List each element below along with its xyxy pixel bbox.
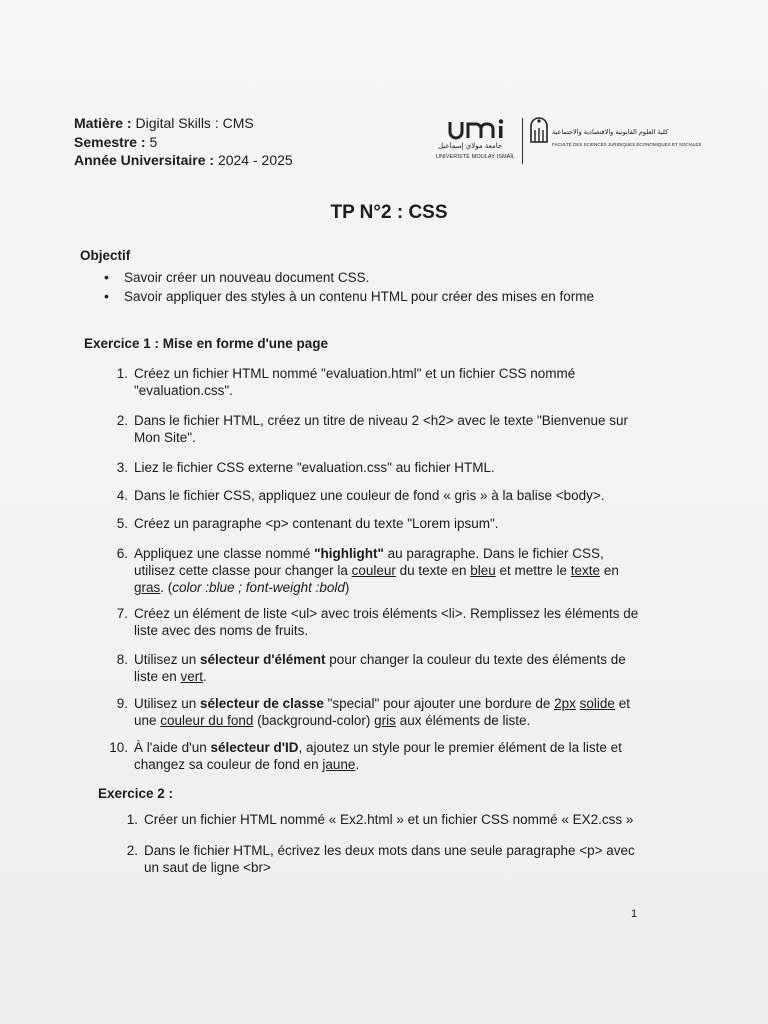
item-text (134, 545, 644, 596)
faculty-logo: كلية العلوم القانونية والاقتصادية والاجتماعية FACULTÉ DES SCIENCES JURIDIQUES ÉCONOMIQUES ET SOCIALES (528, 116, 668, 166)
exercice2-item-1 (114, 811, 644, 828)
objectif-list (104, 268, 594, 306)
exercice1-item-1 (104, 365, 644, 399)
page-number: 1 (631, 908, 638, 920)
item-number: 1. (126, 812, 138, 827)
item-text (134, 651, 644, 685)
exercice1-item-9 (104, 695, 644, 729)
objectif-heading: Objectif (80, 248, 131, 263)
text-segment: ) (344, 580, 350, 595)
umi-logo: جامعة مولاي إسماعيل UNIVERSITÉ MOULAY ISMAÏL (436, 118, 520, 166)
item-number: 3. (116, 460, 128, 475)
text-segment: . (355, 757, 360, 772)
text-segment: Utilisez un (134, 652, 201, 667)
exercice1-item-4 (104, 487, 644, 504)
matiere-row: Matière : Digital Skills : CMS (74, 115, 254, 131)
text-segment: 2px (554, 696, 576, 711)
text-segment: couleur (351, 563, 396, 578)
text-segment: Créez un élément de liste <ul> avec trois éléments <li>. Remplissez les éléments de liste avec des noms de fruits. (134, 606, 639, 638)
text-segment: . (203, 669, 207, 684)
item-text (144, 811, 644, 828)
text-segment: gras (134, 580, 161, 595)
exercice1-item-10 (104, 739, 644, 773)
item-number: 2. (116, 413, 128, 428)
text-segment: , ajoutez un style pour le premier élément de la liste et changez sa couleur de fond en (134, 740, 622, 772)
exercice2-item-2 (114, 842, 644, 876)
text-segment: "special" pour ajouter une bordure de (323, 696, 555, 711)
text-segment: Dans le fichier HTML, écrivez les deux mots dans une seule paragraphe <p> avec un saut de ligne <br> (144, 843, 635, 875)
text-segment: bleu (470, 563, 496, 578)
exercice1-item-2 (104, 412, 644, 446)
exercice1-item-7 (104, 605, 644, 639)
item-text (134, 459, 644, 476)
text-segment: et une (134, 696, 630, 728)
text-segment: Créez un fichier HTML nommé "evaluation.html" et un fichier CSS nommé "evaluation.css". (134, 366, 576, 398)
objectif-item: • Savoir créer un nouveau document CSS. (104, 269, 370, 285)
exercice1-heading: Exercice 1 : Mise en forme d'une page (84, 336, 329, 351)
exercice1-item-8 (104, 651, 644, 685)
exercice2-heading: Exercice 2 : (98, 786, 174, 801)
item-text (134, 515, 644, 532)
page-title: TP N°2 : CSS (330, 202, 448, 223)
umi-logo-icon (448, 118, 510, 140)
exercice1-item-5 (104, 515, 644, 532)
course-info (74, 114, 293, 170)
item-text (144, 842, 644, 876)
item-number: 5. (116, 516, 128, 531)
text-segment: gris (374, 713, 396, 728)
text-segment: Créez un paragraphe <p> contenant du texte "Lorem ipsum". (134, 516, 499, 531)
item-text (134, 695, 644, 729)
item-number: 4. (116, 488, 128, 503)
text-segment: au paragraphe. Dans le fichier CSS, utilisez cette classe pour changer la (134, 546, 604, 578)
text-segment: jaune (322, 757, 356, 772)
text-segment: pour changer la couleur du texte des éléments de liste en (134, 652, 626, 684)
text-segment: Appliquez une classe nommé (134, 546, 315, 561)
item-number: 1. (116, 366, 128, 381)
item-number: 6. (116, 546, 128, 561)
text-segment: couleur du fond (160, 713, 254, 728)
item-number: 10. (109, 740, 128, 755)
item-text (134, 487, 644, 504)
item-number: 8. (116, 652, 128, 667)
logo-divider (522, 118, 523, 164)
text-segment: du texte en (395, 563, 471, 578)
semestre-row: Semestre : 5 (74, 133, 158, 150)
text-segment: texte (570, 563, 601, 578)
objectif-item: • Savoir appliquer des styles à un contenu HTML pour créer des mises en forme (104, 288, 594, 304)
text-segment: aux éléments de liste. (395, 713, 531, 728)
item-number: 9. (116, 696, 128, 711)
exercice1-item-6 (104, 545, 644, 596)
text-segment: À l'aide d'un (134, 740, 211, 755)
text-segment: (background-color) (253, 713, 375, 728)
text-segment: Utilisez un (134, 696, 201, 711)
text-segment: sélecteur de classe (200, 696, 324, 711)
text-segment: sélecteur d'élément (200, 652, 326, 667)
text-segment: Dans le fichier CSS, appliquez une couleur de fond « gris » à la balise <body>. (134, 488, 605, 503)
text-segment: vert (180, 669, 204, 684)
item-text (134, 739, 644, 773)
text-segment: sélecteur d'ID (210, 740, 299, 755)
item-text (134, 412, 644, 446)
text-segment: color :blue ; font-weight :bold (172, 580, 345, 595)
item-number: 2. (126, 843, 138, 858)
text-segment: et mettre le (495, 563, 571, 578)
text-segment: Créer un fichier HTML nommé « Ex2.html » et un fichier CSS nommé « EX2.css » (144, 812, 634, 827)
exercice1-item-3 (104, 459, 644, 476)
text-segment: Dans le fichier HTML, créez un titre de niveau 2 <h2> avec le texte "Bienvenue sur Mon Site". (134, 413, 629, 445)
annee-row: Année Universitaire : 2024 - 2025 (74, 152, 293, 168)
faculty-emblem-icon (528, 116, 550, 144)
institution-logos (436, 116, 702, 176)
text-segment: solide (579, 696, 615, 711)
item-text (134, 365, 644, 399)
text-segment: en (600, 563, 619, 578)
item-text (134, 605, 644, 639)
item-number: 7. (116, 606, 128, 621)
text-segment: "highlight" (314, 546, 384, 561)
text-segment: Liez le fichier CSS externe "evaluation.css" au fichier HTML. (134, 460, 495, 475)
text-segment: . ( (160, 580, 173, 595)
